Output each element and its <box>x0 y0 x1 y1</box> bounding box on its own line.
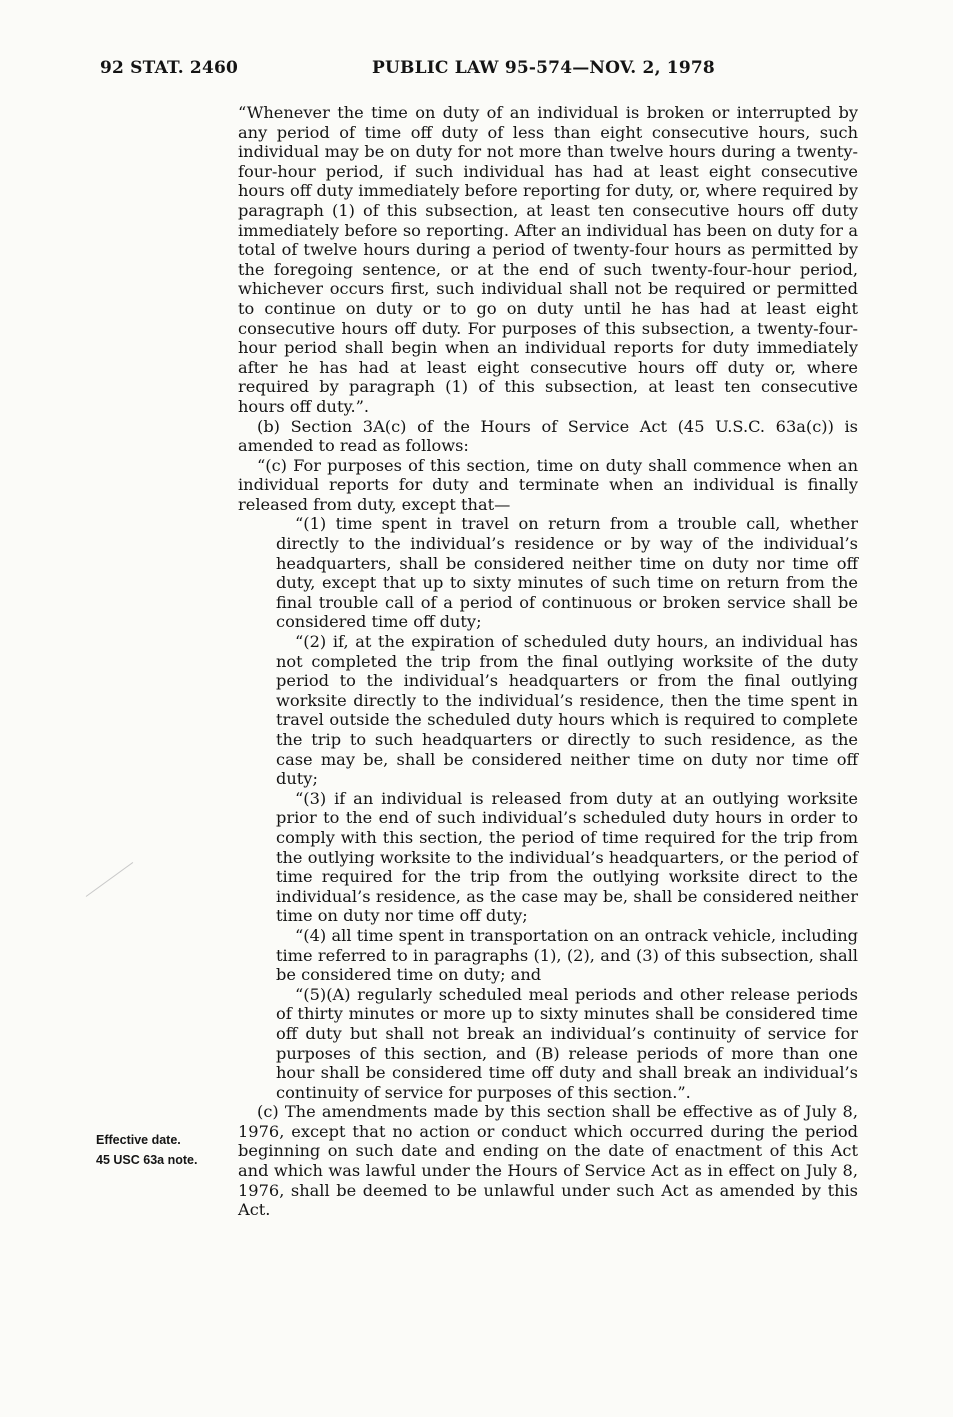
statute-body <box>238 103 858 1220</box>
page-header <box>0 58 953 88</box>
margin-note-usc-reference: 45 USC 63a note. <box>96 1153 198 1167</box>
margin-note-effective-date: Effective date. <box>96 1133 181 1147</box>
list-item-1: “(1) time spent in travel on return from a trouble call, whether directly to the individual’s residence or by way of the individual’s headquarters, shall be considered neither time on duty nor time off duty, except that up to sixty minutes of such time on return from the final trouble call of a period of continuous or broken service shall be considered time off duty; <box>276 514 858 632</box>
pencil-mark <box>86 862 134 897</box>
enumerated-list <box>238 514 858 1102</box>
law-title: PUBLIC LAW 95-574—NOV. 2, 1978 <box>372 58 715 78</box>
paragraph-b: (b) Section 3A(c) of the Hours of Service Act (45 U.S.C. 63a(c)) is amended to read as follows: <box>238 416 858 456</box>
list-item-5: “(5)(A) regularly scheduled meal periods and other release periods of thirty minutes or more up to sixty minutes shall be considered time off duty but shall not break an individual’s continuity of service for purposes of this section, and (B) release periods of more than one hour shall be considered time off duty and shall break an individual’s continuity of service for purposes of this section.”. <box>276 984 858 1102</box>
margin-notes <box>96 1130 236 1170</box>
paragraph-whenever: “Whenever the time on duty of an individual is broken or interrupted by any period of time off duty of less than eight consecutive hours, such individual may be on duty for not more than twelve hours during a twenty-four-hour period, if such individual has had at least eight consecutive hours off duty immediately before reporting for duty, or, where required by paragraph (1) of this subsection, at least ten consecutive hours off duty immediately before so reporting. After an individual has been on duty for a total of twelve hours during a period of twenty-four hours as permitted by the foregoing sentence, or at the end of such twenty-four-hour period, whichever occurs first, such individual shall not be required or permitted to continue on duty or to go on duty until he has had at least eight consecutive hours off duty. For purposes of this subsection, a twenty-four-hour period shall begin when an individual reports for duty immediately after he has had at least eight consecutive hours off duty or, where required by paragraph (1) of this subsection, at least ten consecutive hours off duty.”. <box>238 103 858 416</box>
list-item-2: “(2) if, at the expiration of scheduled duty hours, an individual has not completed the trip from the final outlying worksite of the duty period to the individual’s headquarters or from the final outlying worksite directly to the individual’s residence, then the time spent in travel outside the scheduled duty hours which is required to complete the trip to such headquarters or directly to such residence, as the case may be, shall be considered neither time on duty nor time off duty; <box>276 632 858 789</box>
list-item-3: “(3) if an individual is released from duty at an outlying worksite prior to the end of such individual’s scheduled duty hours in order to comply with this section, the period of time required for the trip from the outlying worksite to the individual’s headquarters, or the period of time required for the trip from the outlying worksite direct to the individual’s residence, as the case may be, shall be considered neither time on duty nor time off duty; <box>276 788 858 926</box>
paragraph-quoted-c: “(c) For purposes of this section, time on duty shall commence when an individual reports for duty and terminate when an individual is finally released from duty, except that— <box>238 455 858 514</box>
paragraph-c-effective: (c) The amendments made by this section shall be effective as of July 8, 1976, except that no action or conduct which occurred during the period beginning on such date and ending on the date of enactment of this Act and which was lawful under the Hours of Service Act as in effect on July 8, 1976, shall be deemed to be unlawful under such Act as amended by this Act. <box>238 1102 858 1220</box>
list-item-4: “(4) all time spent in transportation on an ontrack vehicle, including time referred to in paragraphs (1), (2), and (3) of this subsection, shall be considered time on duty; and <box>276 925 858 985</box>
statute-page-number: 92 STAT. 2460 <box>100 58 239 78</box>
